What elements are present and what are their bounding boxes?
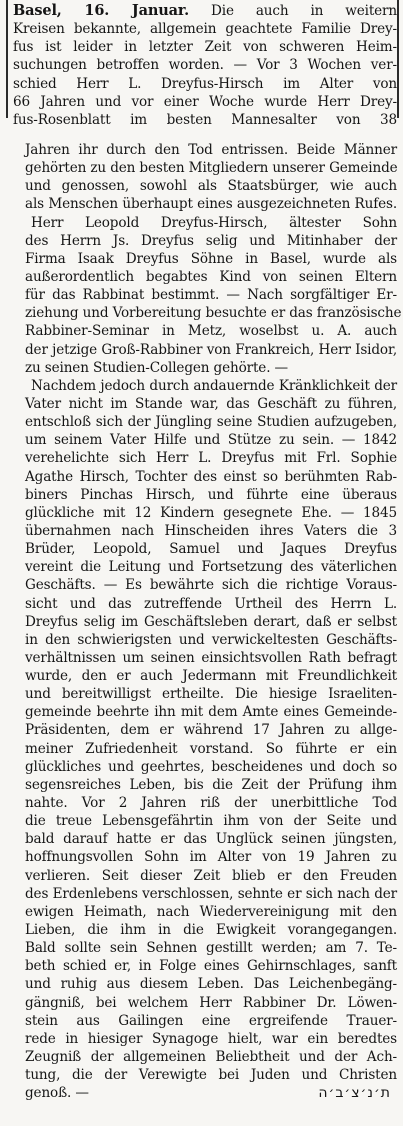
article-line: meiner Zufriedenheit vorstand. So führte er ein xyxy=(25,740,397,757)
article-line: entschloß sich der Jüngling seine Studien aufzugeben, xyxy=(25,414,397,431)
article-line-final xyxy=(13,1084,397,1102)
place-date: Basel, 16. Januar. xyxy=(13,2,189,19)
article-line: die treue Lebensgefährtin ihm von der Seite und xyxy=(25,813,397,830)
article-line: suchungen betroffen worden. — Vor 3 Wochen ver- xyxy=(13,57,397,74)
article-line: stein aus Gailingen eine ergreifende Trauer- xyxy=(25,1012,397,1029)
article-line xyxy=(13,2,397,20)
article-line: wurde, den er auch Jedermann mit Freundlichkeit xyxy=(25,668,397,685)
article-line: 66 Jahren und vor einer Woche wurde Herr Drey- xyxy=(13,93,397,110)
article-line: fus ist leider in letzter Zeit von schweren Heim- xyxy=(13,39,397,56)
article-line: und genossen, sowohl als Staatsbürger, wie auch xyxy=(25,178,397,195)
article-line: vereint die Leitung und Fortsetzung des väterlichen xyxy=(25,559,397,576)
article-line: des Herrn Js. Dreyfus selig und Mitinhaber der xyxy=(25,232,397,249)
article-line: Bald sollte sein Sehnen gestillt werden; am 7. Te- xyxy=(25,940,397,957)
article-line: als Menschen überhaupt eines ausgezeichneten Rufes. xyxy=(25,196,397,213)
article-text: genoß. — xyxy=(25,1085,89,1102)
article-line: gängniß, bei welchem Herr Rabbiner Dr. Löwen- xyxy=(25,994,397,1011)
article-line: Kreisen bekannte, allgemein geachtete Familie Drey- xyxy=(13,21,397,38)
article-line: beth schied er, in Folge eines Gehirnschlages, sanft xyxy=(25,958,397,975)
article-line: und ruhig aus diesem Leben. Das Leichenbegäng- xyxy=(25,976,397,993)
hebrew-abbreviation: ת׳נ׳צ׳ב׳ה xyxy=(318,1085,391,1102)
article-line: schied Herr L. Dreyfus-Hirsch im Alter von xyxy=(13,75,397,92)
article-text: Die auch in weitern xyxy=(211,3,398,19)
article-line: gemeinde beehrte ihn mit dem Amte eines Gemeinde- xyxy=(25,704,397,721)
article-line: der jetzige Groß-Rabbiner von Frankreich, Herr Isidor, xyxy=(25,341,397,358)
article-line: bald darauf hatte er das Unglück seinen jüngsten, xyxy=(25,831,397,848)
article-line: verehelichte sich Herr L. Dreyfus mit Frl. Sophie xyxy=(25,450,397,467)
article-line: Firma Isaak Dreyfus Söhne in Basel, wurde als xyxy=(25,250,397,267)
article-line: um seinem Vater Hilfe und Stütze zu sein. — 1842 xyxy=(25,432,397,449)
article-line: übernahmen nach Hinscheiden ihres Vaters die 3 xyxy=(25,522,397,539)
article-line: Jahren ihr durch den Tod entrissen. Beide Männer xyxy=(25,141,397,158)
article-line: nahte. Vor 2 Jahren riß der unerbittliche Tod xyxy=(25,795,397,812)
article-line: Rabbiner-Seminar in Metz, woselbst u. A. auch xyxy=(25,323,397,340)
article-line: des Erdenlebens verschlossen, sehnte er sich nach der xyxy=(25,885,397,902)
column-rule-right xyxy=(397,0,399,118)
article-line: Dreyfus selig im Geschäftsleben derart, daß er selbst xyxy=(25,613,397,630)
article-line: zu seinen Studien-Collegen gehörte. — xyxy=(25,359,288,376)
article-line: biners Pinchas Hirsch, und führte eine überaus xyxy=(25,486,397,503)
article-body xyxy=(13,2,402,1102)
article-line: segensreiches Leben, bis die Zeit der Prüfung ihm xyxy=(25,776,397,793)
article-line: gehörten zu den besten Mitgliedern unserer Gemeinde xyxy=(25,160,398,177)
article-line: Zeugniß der allgemeinen Beliebtheit und der Ach- xyxy=(25,1049,397,1066)
article-line: Herr Leopold Dreyfus-Hirsch, ältester Sohn xyxy=(31,214,397,231)
article-line: außerordentlich begabtes Kind von seinen Eltern xyxy=(25,268,397,285)
article-line: rede in hiesiger Synagoge hielt, war ein beredtes xyxy=(25,1030,397,1047)
article-line: glückliches und geehrtes, bescheidenes und doch so xyxy=(25,758,397,775)
article-line: Geschäfts. — Es bewährte sich die richtige Voraus- xyxy=(25,577,397,594)
article-line: Vater nicht im Stande war, das Geschäft zu führen, xyxy=(25,395,397,412)
article-line: Brüder, Leopold, Samuel und Jaques Dreyfus xyxy=(25,541,397,558)
article-line: für das Rabbinat bestimmt. — Nach sorgfältiger Er- xyxy=(25,287,397,304)
article-line: sicht und das zutreffende Urtheil des Herrn L. xyxy=(25,595,397,612)
article-line: Lieben, die ihm in die Ewigkeit vorangegangen. xyxy=(25,922,397,939)
article-line: hoffnungsvollen Sohn im Alter von 19 Jahren zu xyxy=(25,849,397,866)
article-line: ewigen Heimath, nach Wiedervereinigung mit den xyxy=(25,903,397,920)
article-line: fus-Rosenblatt im besten Mannesalter von 38 xyxy=(13,111,397,128)
article-line: tung, die der Verewigte bei Juden und Christen xyxy=(25,1067,397,1084)
article-line: verhältnissen um seinen einsichtsvollen Rath befragt xyxy=(25,649,397,666)
article-line: verlieren. Seit dieser Zeit blieb er den Freuden xyxy=(25,867,397,884)
column-rule-left xyxy=(6,0,8,118)
article-line: und bereitwilligst ertheilte. Die hiesige Israeliten- xyxy=(25,686,397,703)
article-line: Nachdem jedoch durch andauernde Kränklichkeit der xyxy=(31,377,397,394)
article-line: Präsidenten, dem er während 17 Jahren zu allge- xyxy=(25,722,397,739)
article-line: Agathe Hirsch, Tochter des einst so berühmten Rab- xyxy=(25,468,397,485)
article-line: in den schwierigsten und verwickeltesten Geschäfts- xyxy=(25,631,397,648)
article-line: ziehung und Vorbereitung besuchte er das französische xyxy=(25,305,402,322)
article-line: glückliche mit 12 Kindern gesegnete Ehe. — 1845 xyxy=(25,504,397,521)
